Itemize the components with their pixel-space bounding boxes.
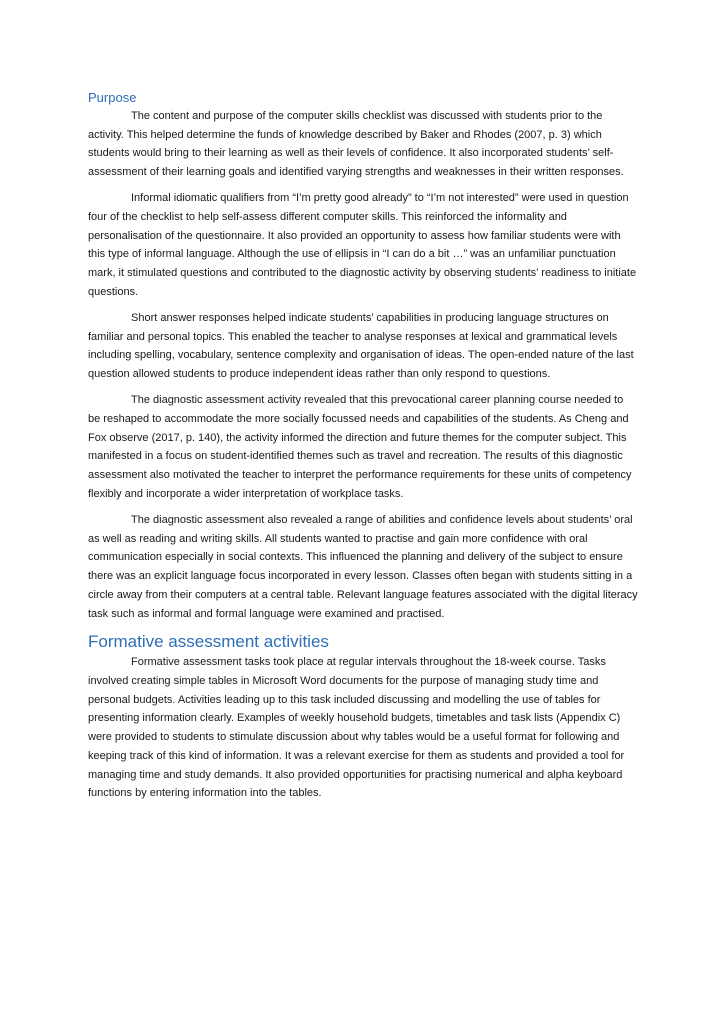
paragraph: The diagnostic assessment also revealed a range of abilities and confidence levels about students’ oral as well as reading and writing skills. All students wanted to practise and gain more confidence with oral communication especially in social contexts. This influenced the planning and delivery of the subject to ensure there was an explicit language focus incorporated in every lesson. Classes often began with students sitting in a circle away from their computers at a central table. Relevant language features associated with the digital literacy task such as informal and formal language were examined and practised. [88, 514, 638, 620]
paragraph: The content and purpose of the computer skills checklist was discussed with students prior to the activity. This helped determine the funds of knowledge described by Baker and Rhodes (2007, p. 3) which students would bring to their learning as well as their levels of confidence. It also incorporated students’ self-assessment of their learning goals and identified varying strengths and weaknesses in their written responses. [88, 110, 624, 179]
document-page [88, 89, 638, 810]
paragraph: The diagnostic assessment activity revealed that this prevocational career planning course needed to be reshaped to accommodate the more socially focussed needs and capabilities of the students. As Cheng and Fox observe (2017, p. 140), the activity informed the direction and future themes for the computer subject. This manifested in a focus on student-identified themes such as travel and recreation. The results of this diagnostic assessment also motivated the teacher to interpret the performance requirements for these units of competency flexibly and incorporate a wider interpretation of workplace tasks. [88, 394, 632, 500]
paragraph: Formative assessment tasks took place at regular intervals throughout the 18-week course. Tasks involved creating simple tables in Microsoft Word documents for the purpose of managing study time and personal budgets. Activities leading up to this task included discussing and modelling the use of tables for presenting information clearly. Examples of weekly household budgets, timetables and task lists (Appendix C) were provided to students to stimulate discussion about why tables would be a useful format for following and keeping track of this kind of information. It was a relevant exercise for them as students and provided a tool for managing time and study demands. It also provided opportunities for practising numerical and alpha keyboard functions by entering information into the tables. [88, 656, 625, 800]
section-heading-purpose: Purpose [88, 90, 137, 105]
section-heading-formative-assessment: Formative assessment activities [88, 632, 329, 652]
paragraph: Short answer responses helped indicate students’ capabilities in producing language structures on familiar and personal topics. This enabled the teacher to analyse responses at lexical and grammatical levels including spelling, vocabulary, sentence complexity and organisation of ideas. The open-ended nature of the last question allowed students to produce independent ideas rather than only respond to questions. [88, 312, 634, 381]
paragraph: Informal idiomatic qualifiers from “I’m pretty good already” to “I’m not interested” were used in question four of the checklist to help self-assess different computer skills. This reinforced the informality and personalisation of the questionnaire. It also provided an opportunity to assess how familiar students were with this type of informal language. Although the use of ellipsis in “I can do a bit …” was an unfamiliar punctuation mark, it stimulated questions and contributed to the diagnostic activity by observing students’ readiness to initiate questions. [88, 192, 637, 298]
